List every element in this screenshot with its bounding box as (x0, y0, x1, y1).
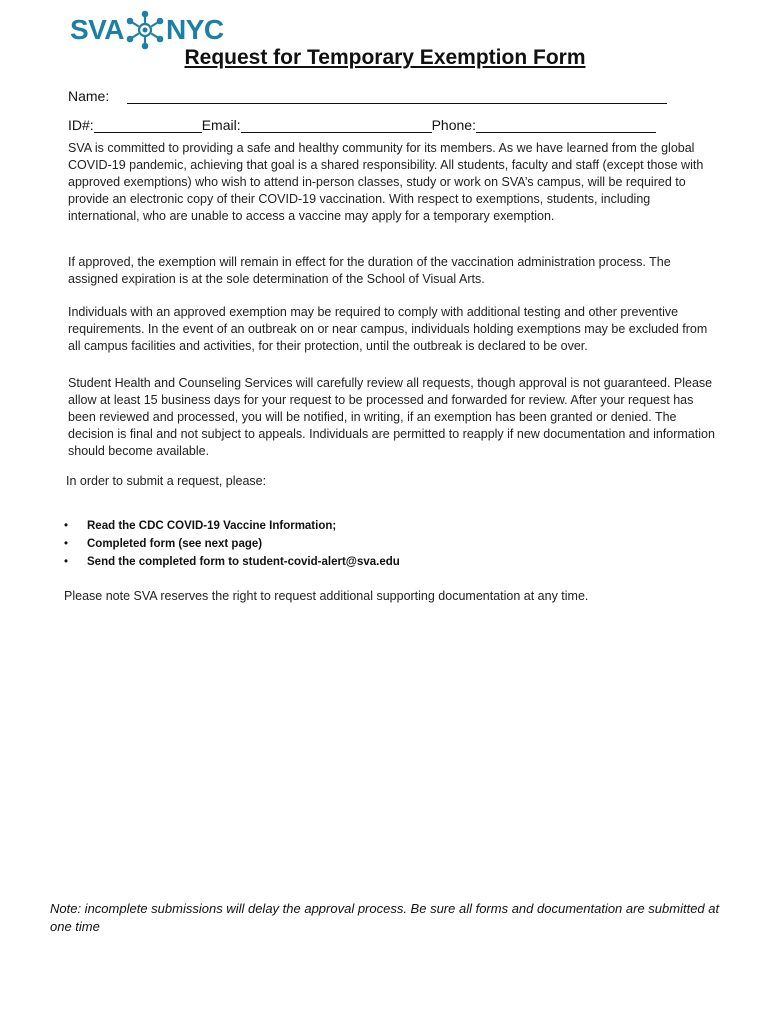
intro-paragraph (68, 140, 718, 225)
list-item (64, 553, 400, 571)
intro-text: SVA is committed to providing a safe and healthy community for its members. As we have learned from the global COVID-19 pandemic, achieving that goal is a shared responsibility. All students, faculty and staff (except those with approved exemptions) who wish to attend in-person classes, study or work on SVA’s campus, will be required to provide an electronic copy of their COVID-19 vaccination. With respect to exemptions, students, including international, who are unable to access a vaccine may apply for a temporary exemption. (68, 141, 704, 223)
submit-intro (66, 473, 716, 490)
individuals-text: Individuals with an approved exemption may be required to comply with additional testing and other preventive requirements. In the event of an outbreak on or near campus, individuals holding exemptions may be excluded from all campus facilities and activities, for their protection, until the outbreak is declared to be over. (68, 305, 708, 353)
review-paragraph (68, 375, 718, 460)
snowflake-logo-icon (125, 10, 165, 50)
footer-note: Note: incomplete submissions will delay the approval process. Be sure all forms and documentation are submitted at one time (50, 901, 720, 934)
approved-paragraph (68, 254, 718, 288)
id-field[interactable] (94, 118, 202, 133)
email-label: Email: (201, 117, 241, 133)
name-field[interactable] (127, 89, 667, 104)
bullet-icon: • (64, 538, 69, 550)
logo-text-sva: SVA (70, 14, 124, 45)
submit-intro-text: In order to submit a request, please: (66, 474, 267, 488)
review-text: Student Health and Counseling Services will carefully review all requests, though approval is not guaranteed. Please allow at least 15 business days for your request to be processed and forwarded for review. After your request has been reviewed and processed, you will be notified, in writing, if an exemption has been granted or denied. The decision is final and not subject to appeals. Individuals are permitted to reapply if new documentation and information should become available. (68, 376, 715, 458)
page-title: Request for Temporary Exemption Form (184, 46, 586, 69)
contact-row (68, 117, 656, 133)
list-item (64, 535, 400, 553)
please-note (64, 588, 714, 605)
email-field[interactable] (241, 118, 432, 133)
name-row (68, 88, 667, 104)
bullet-icon: • (64, 520, 69, 532)
logo-text-nyc: NYC (166, 14, 224, 45)
list-item-text: Read the CDC COVID-19 Vaccine Information; (87, 520, 337, 532)
submission-steps-list (64, 517, 400, 571)
bullet-icon: • (64, 556, 69, 568)
sva-nyc-logo (70, 10, 224, 50)
please-note-text: Please note SVA reserves the right to request additional supporting documentation at any time. (64, 589, 589, 603)
list-item-text: Send the completed form to student-covid-alert@sva.edu (87, 556, 400, 568)
approved-text: If approved, the exemption will remain in effect for the duration of the vaccination administration process. The assigned expiration is at the sole determination of the School of Visual Arts. (68, 255, 671, 286)
phone-field[interactable] (476, 118, 656, 133)
phone-label: Phone: (431, 117, 476, 133)
list-item-text: Completed form (see next page) (87, 538, 263, 550)
list-item (64, 517, 400, 535)
individuals-paragraph (68, 304, 718, 355)
name-label: Name: (68, 88, 110, 104)
id-label: ID#: (68, 117, 94, 133)
